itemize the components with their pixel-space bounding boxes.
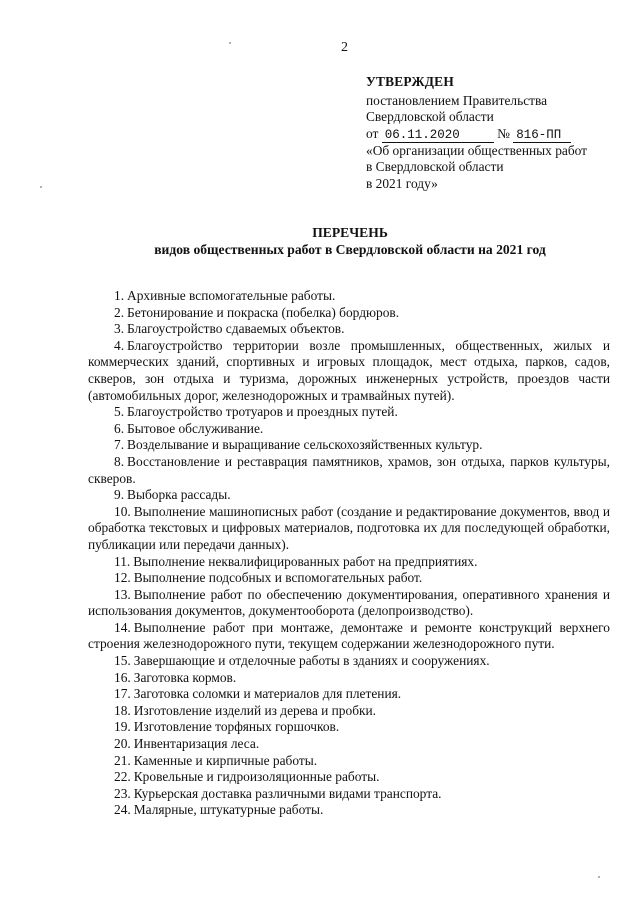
document-title: ПЕРЕЧЕНЬ <box>312 225 388 240</box>
document-subtitle: видов общественных работ в Свердловской области на 2021 год <box>154 242 546 257</box>
list-item <box>88 404 610 421</box>
list-item-number: 16. <box>114 669 131 685</box>
list-item-text: Благоустройство тротуаров и проездных путей. <box>127 404 398 420</box>
list-item <box>88 570 610 587</box>
list-item-text: Изготовление торфяных горшочков. <box>133 719 340 735</box>
list-item-number: 2. <box>114 304 125 320</box>
list-item <box>88 338 610 404</box>
list-item <box>88 437 610 454</box>
list-item-number: 23. <box>114 785 131 801</box>
list-item-text: Выполнение работ при монтаже, демонтаже и ремонте конструкций верхнего строения железнодорожного пути, текущем содержании железнодорожного пути. <box>88 619 610 652</box>
number-prefix: № <box>497 125 510 141</box>
approval-doc-title-1: «Об организации общественных работ <box>366 142 588 158</box>
list-item <box>88 670 610 687</box>
list-item-text: Малярные, штукатурные работы. <box>133 802 324 818</box>
list-item-text: Благоустройство территории возле промышленных, общественных, жилых и коммерческих зданий, спортивных и игровых площадок, мест отдыха, парков, садов, скверов, зон отдыха и туризма, дорожных инженерных устройств, проездов части (автомобильных дорог, железнодорожных и трамвайных путей). <box>88 337 610 403</box>
list-item-text: Заготовка кормов. <box>133 669 237 685</box>
scan-speck <box>40 186 42 188</box>
list-item-number: 20. <box>114 736 131 752</box>
approval-date: 06.11.2020 <box>382 129 494 143</box>
approval-block <box>366 74 616 192</box>
list-item-text: Курьерская доставка различными видами транспорта. <box>133 785 442 801</box>
list-item-text: Завершающие и отделочные работы в зданиях и сооружениях. <box>133 653 490 669</box>
approval-line-1: постановлением Правительства <box>366 92 548 108</box>
list-item-text: Выполнение подсобных и вспомогательных работ. <box>133 570 423 586</box>
date-prefix: от <box>366 125 379 141</box>
list-item-text: Каменные и кирпичные работы. <box>133 752 318 768</box>
work-types-list <box>88 288 610 819</box>
list-item <box>88 719 610 736</box>
list-item-number: 6. <box>114 420 125 436</box>
list-item <box>88 802 610 819</box>
list-item-text: Возделывание и выращивание сельскохозяйственных культур. <box>127 437 483 453</box>
list-item-text: Изготовление изделий из дерева и пробки. <box>133 702 377 718</box>
approval-date-line <box>366 126 616 143</box>
list-item-text: Кровельные и гидроизоляционные работы. <box>133 769 380 785</box>
list-item <box>88 421 610 438</box>
list-item-text: Выполнение машинописных работ (создание и редактирование документов, ввод и обработка текстовых и цифровых материалов, подготовка их для последующей обработки, публикации или передачи данных). <box>88 503 610 552</box>
list-item-number: 14. <box>114 619 131 635</box>
list-item-text: Заготовка соломки и материалов для плетения. <box>133 686 402 702</box>
scan-speck <box>598 876 600 878</box>
list-item-number: 15. <box>114 653 131 669</box>
list-item-text: Бытовое обслуживание. <box>127 420 264 436</box>
list-item-number: 7. <box>114 437 125 453</box>
list-item <box>88 288 610 305</box>
list-item <box>88 305 610 322</box>
list-item-text: Архивные вспомогательные работы. <box>127 288 336 303</box>
list-item-number: 11. <box>114 553 131 569</box>
list-item-number: 1. <box>114 288 125 303</box>
list-item-number: 8. <box>114 453 125 469</box>
approval-number: 816-ПП <box>513 129 571 143</box>
approval-doc-title-3: в 2021 году» <box>366 175 438 191</box>
approval-heading: УТВЕРЖДЕН <box>366 74 454 89</box>
page-number: 2 <box>341 40 348 55</box>
list-item-text: Выполнение неквалифицированных работ на предприятиях. <box>133 553 478 569</box>
list-item <box>88 487 610 504</box>
list-item-text: Бетонирование и покраска (побелка) бордюров. <box>127 304 400 320</box>
list-item-number: 12. <box>114 570 131 586</box>
list-item-number: 18. <box>114 702 131 718</box>
list-item-text: Благоустройство сдаваемых объектов. <box>127 321 345 337</box>
list-item-number: 4. <box>114 337 125 353</box>
list-item <box>88 620 610 653</box>
list-item <box>88 769 610 786</box>
list-item <box>88 753 610 770</box>
list-item-number: 22. <box>114 769 131 785</box>
list-item <box>88 786 610 803</box>
list-item-number: 24. <box>114 802 131 818</box>
list-item <box>88 554 610 571</box>
list-item-number: 3. <box>114 321 125 337</box>
list-item <box>88 587 610 620</box>
list-item-number: 13. <box>114 586 131 602</box>
list-item-number: 17. <box>114 686 131 702</box>
list-item-number: 5. <box>114 404 125 420</box>
list-item-number: 19. <box>114 719 131 735</box>
approval-line-2: Свердловской области <box>366 109 494 124</box>
list-item <box>88 686 610 703</box>
scan-speck <box>229 42 231 44</box>
list-item <box>88 736 610 753</box>
approval-doc-title-2: в Свердловской области <box>366 159 504 174</box>
list-item-number: 9. <box>114 487 125 503</box>
list-item-text: Выборка рассады. <box>127 487 231 503</box>
list-item <box>88 454 610 487</box>
list-item-text: Восстановление и реставрация памятников, храмов, зон отдыха, парков культуры, скверов. <box>88 453 610 486</box>
list-item <box>88 703 610 720</box>
list-item <box>88 321 610 338</box>
list-item-number: 21. <box>114 752 131 768</box>
list-item <box>88 504 610 554</box>
list-item-number: 10. <box>114 503 131 519</box>
list-item <box>88 653 610 670</box>
list-item-text: Выполнение работ по обеспечению документирования, оперативного хранения и использования документов, документооборота (делопроизводство). <box>88 586 610 619</box>
list-item-text: Инвентаризация леса. <box>133 736 260 752</box>
